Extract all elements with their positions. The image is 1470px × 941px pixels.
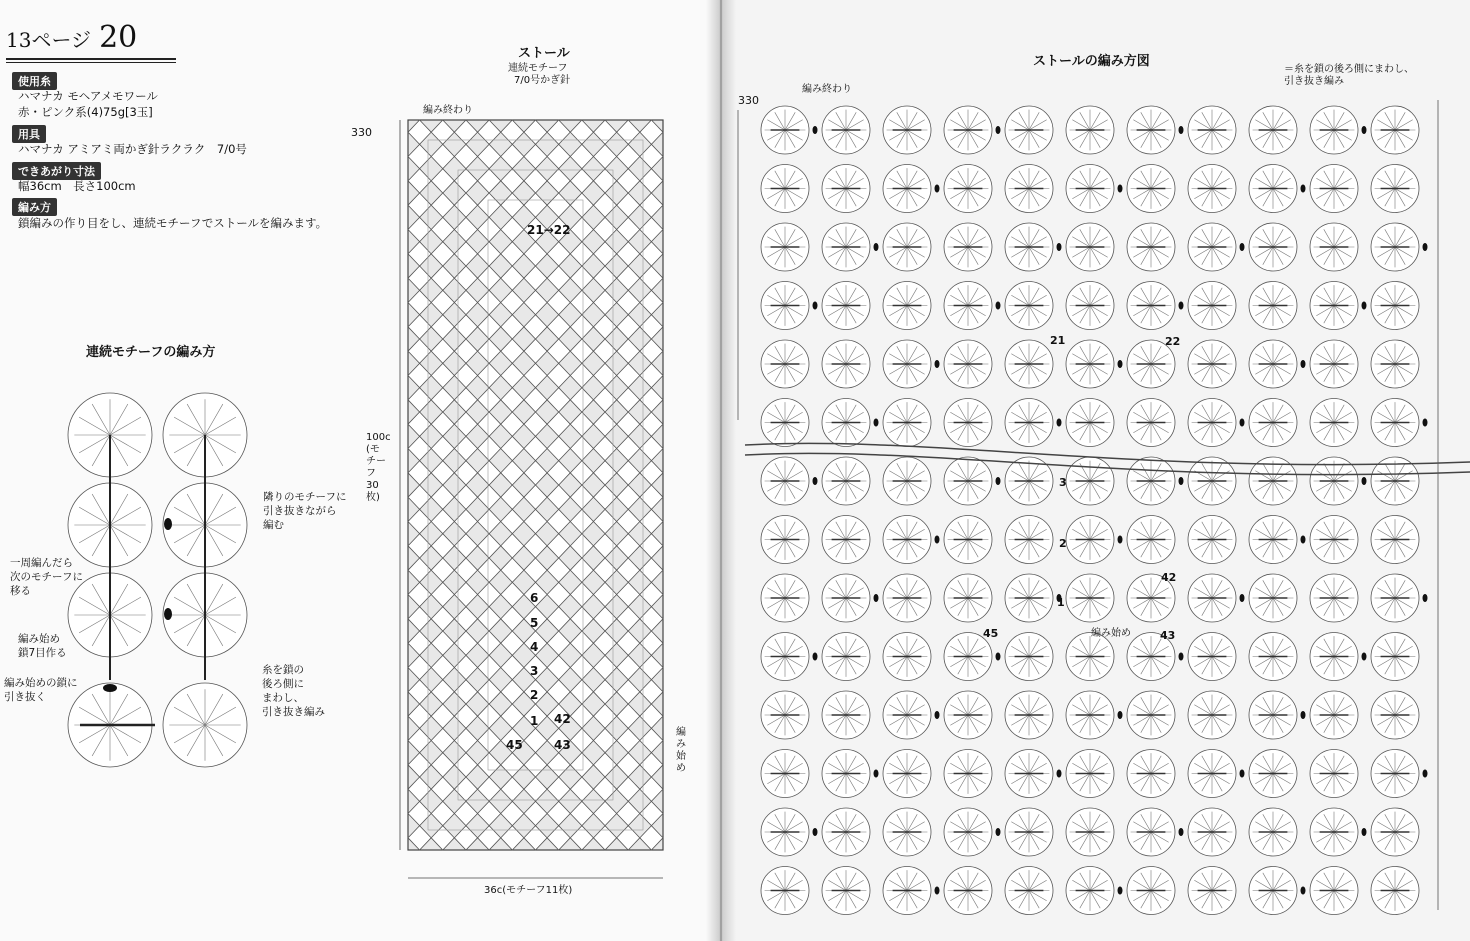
stole-num-4: 4 <box>530 640 539 654</box>
method-text: 鎖編みの作り目をし、連続モチーフでストールを編みます。 <box>18 216 328 230</box>
chart-num-1: 1 <box>1057 596 1065 609</box>
slip-stitch-mark <box>1423 594 1428 602</box>
slip-stitch-mark <box>996 126 1001 134</box>
slip-stitch-mark <box>935 536 940 544</box>
slip-stitch-mark <box>996 477 1001 485</box>
slip-stitch-mark <box>874 770 879 778</box>
slip-stitch-mark <box>1118 185 1123 193</box>
chart-num-3: 3 <box>1059 476 1067 489</box>
slip-stitch-mark <box>874 419 879 427</box>
page-ref-prefix: 13ページ <box>6 28 92 52</box>
stole-count-330: 330 <box>351 126 372 139</box>
chart-num-2: 2 <box>1059 537 1067 550</box>
slip-stitch-mark <box>935 711 940 719</box>
slip-stitch-mark <box>996 653 1001 661</box>
note-next: 一周編んだら 次のモチーフに 移る <box>10 557 83 597</box>
slip-stitch-mark <box>1362 653 1367 661</box>
slip-stitch-mark <box>1179 302 1184 310</box>
header-rule-thin <box>6 62 176 63</box>
page-reference <box>6 20 137 55</box>
chart-count-330: 330 <box>738 94 759 107</box>
chart-num-43: 43 <box>1160 629 1176 642</box>
slip-stitch-mark <box>1301 360 1306 368</box>
stole-title: ストール <box>518 46 570 61</box>
slip-stitch-mark <box>164 608 172 620</box>
tools-text: ハマナカ アミアミ両かぎ針ラクラク 7/0号 <box>18 142 247 156</box>
stole-subtitle2: 7/0号かぎ針 <box>514 75 571 86</box>
stole-num-43: 43 <box>554 738 571 752</box>
size-text: 幅36cm 長さ100cm <box>18 179 136 193</box>
stole-subtitle1: 連続モチーフ <box>508 63 568 74</box>
slip-stitch-mark <box>1057 243 1062 251</box>
slip-stitch-mark <box>996 828 1001 836</box>
slip-stitch-mark <box>1362 302 1367 310</box>
slip-stitch-mark <box>1240 243 1245 251</box>
slip-stitch-mark <box>103 684 117 692</box>
stole-end-label: 編み終わり <box>423 105 473 116</box>
slip-stitch-mark <box>1118 711 1123 719</box>
slip-stitch-mark <box>874 243 879 251</box>
slip-stitch-mark <box>1179 828 1184 836</box>
note-neighbor: 隣りのモチーフに 引き抜きながら 編む <box>263 491 347 531</box>
slip-stitch-mark <box>1057 770 1062 778</box>
chart-legend: ＝糸を鎖の後ろ側にまわし、 引き抜き編み <box>1284 64 1414 87</box>
slip-stitch-mark <box>813 477 818 485</box>
note-start: 編み始め 鎖7目作る <box>18 633 67 659</box>
guide-motif <box>163 683 247 767</box>
stole-num-21-22: 21→22 <box>527 223 571 237</box>
stole-num-1: 1 <box>530 714 539 728</box>
slip-stitch-mark <box>1118 536 1123 544</box>
chart-start-label: 編み始め <box>1091 628 1131 639</box>
slip-stitch-mark <box>1301 185 1306 193</box>
stole-num-3: 3 <box>530 664 539 678</box>
pattern-number: 20 <box>99 20 138 55</box>
yarn-line1: ハマナカ モヘアメモワール <box>18 89 158 103</box>
stole-num-42: 42 <box>554 712 571 726</box>
slip-stitch-mark <box>1057 419 1062 427</box>
chart-num-45: 45 <box>983 627 999 640</box>
chart-num-21: 21 <box>1050 334 1066 347</box>
slip-stitch-mark <box>1179 477 1184 485</box>
slip-stitch-mark <box>1423 243 1428 251</box>
slip-stitch-mark <box>1118 360 1123 368</box>
yarn-line2: 赤・ピンク系(4)75g[3玉] <box>18 105 153 119</box>
slip-stitch-mark <box>935 185 940 193</box>
motif-guide-title: 連続モチーフの編み方 <box>86 345 216 360</box>
slip-stitch-mark <box>874 594 879 602</box>
stole-width-label: 36c(モチーフ11枚) <box>484 885 573 896</box>
slip-stitch-mark <box>1423 419 1428 427</box>
slip-stitch-mark <box>935 360 940 368</box>
slip-stitch-mark <box>164 518 172 530</box>
slip-stitch-mark <box>813 653 818 661</box>
slip-stitch-mark <box>813 126 818 134</box>
note-wrap: 糸を鎖の 後ろ側に まわし、 引き抜き編み <box>262 664 325 718</box>
slip-stitch-mark <box>1179 653 1184 661</box>
method-label: 編み方 <box>12 198 57 216</box>
chart-num-42: 42 <box>1161 571 1177 584</box>
slip-stitch-mark <box>1301 711 1306 719</box>
slip-stitch-mark <box>1362 477 1367 485</box>
slip-stitch-mark <box>1362 828 1367 836</box>
header-rule <box>6 58 176 60</box>
stole-num-5: 5 <box>530 616 539 630</box>
stole-num-6: 6 <box>530 591 539 605</box>
size-label: できあがり寸法 <box>12 162 101 180</box>
slip-stitch-mark <box>1301 536 1306 544</box>
slip-stitch-mark <box>813 828 818 836</box>
yarn-label: 使用糸 <box>12 72 57 90</box>
slip-stitch-mark <box>996 302 1001 310</box>
stole-height-label: 100c (モチーフ30枚) <box>366 432 391 503</box>
note-pull: 編み始めの鎖に 引き抜く <box>4 677 78 703</box>
slip-stitch-mark <box>935 887 940 895</box>
slip-stitch-mark <box>813 302 818 310</box>
chart-title: ストールの編み方図 <box>1033 54 1150 69</box>
slip-stitch-mark <box>1301 887 1306 895</box>
chart-grid <box>730 90 1470 930</box>
slip-stitch-mark <box>1240 419 1245 427</box>
stole-start-label: 編み始め <box>676 727 686 774</box>
slip-stitch-mark <box>1179 126 1184 134</box>
slip-stitch-mark <box>1118 887 1123 895</box>
chart-num-22: 22 <box>1165 335 1181 348</box>
slip-stitch-mark <box>1362 126 1367 134</box>
chart-end-label: 編み終わり <box>802 84 852 95</box>
slip-stitch-mark <box>1240 770 1245 778</box>
stole-num-45: 45 <box>506 738 523 752</box>
tools-label: 用具 <box>12 125 46 143</box>
slip-stitch-mark <box>1240 594 1245 602</box>
stole-num-2: 2 <box>530 688 539 702</box>
slip-stitch-mark <box>1423 770 1428 778</box>
